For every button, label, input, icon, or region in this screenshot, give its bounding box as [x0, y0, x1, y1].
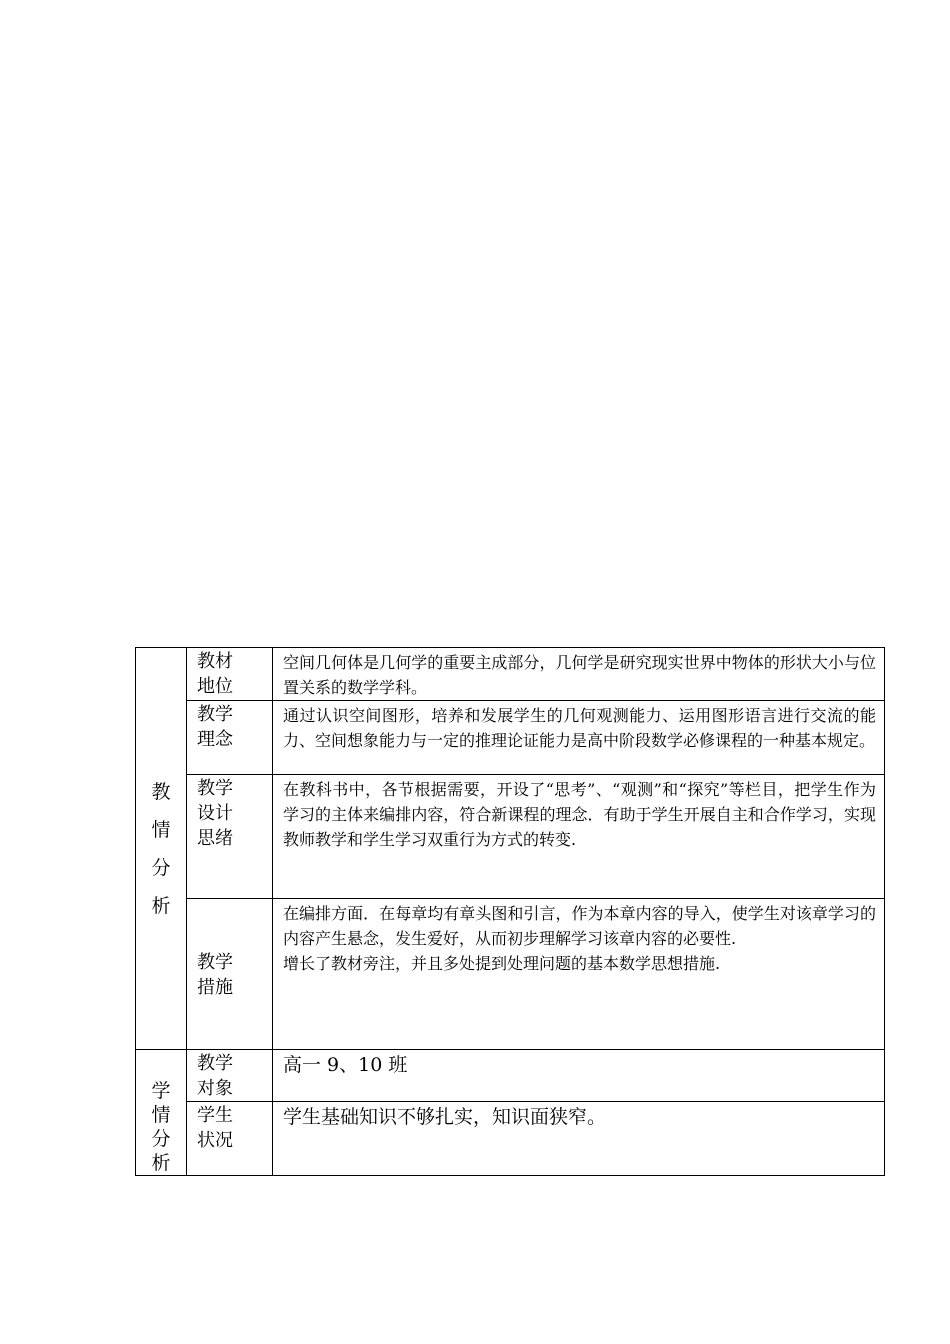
group-char: 分	[151, 1128, 171, 1150]
group-char: 教	[151, 780, 171, 803]
row-text-student-status: 学生基础知识不够扎实，知识面狭窄。	[273, 1102, 885, 1176]
table-row	[136, 1050, 885, 1102]
group-char: 学	[151, 1080, 171, 1102]
row-label-teaching-target: 教学 对象	[187, 1050, 273, 1102]
group-char: 情	[151, 1104, 171, 1126]
row-label-design-ideas: 教学 设计 思绪	[187, 775, 273, 899]
student-analysis-group-label	[136, 1050, 187, 1176]
group-char: 情	[151, 818, 171, 841]
row-label-teaching-measures: 教学 措施	[187, 899, 273, 1050]
group-char: 分	[151, 856, 171, 879]
lesson-analysis-table	[135, 647, 885, 1176]
row-text-teaching-philosophy: 通过认识空间图形，培养和发展学生的几何观测能力、运用图形语言进行交流的能力、空间想象能力与一定的推理论证能力是高中阶段数学必修课程的一种基本规定。	[273, 701, 885, 775]
row-label-teaching-philosophy: 教学 理念	[187, 701, 273, 775]
row-text-teaching-target: 高一 9、10 班	[273, 1050, 885, 1102]
group-char: 析	[151, 894, 171, 917]
row-label-student-status: 学生 状况	[187, 1102, 273, 1176]
group-char: 析	[151, 1152, 171, 1174]
row-text-design-ideas: 在教科书中，各节根据需要，开设了“思考”、“观测”和“探究”等栏目，把学生作为学习的主体来编排内容，符合新课程的理念．有助于学生开展自主和合作学习，实现教师教学和学生学习双重行为方式的转变.	[273, 775, 885, 899]
table-row	[136, 775, 885, 899]
table-row	[136, 899, 885, 1050]
row-label-textbook-position: 教材 地位	[187, 648, 273, 701]
row-text-textbook-position: 空间几何体是几何学的重要主成部分，几何学是研究现实世界中物体的形状大小与位置关系的数学学科。	[273, 648, 885, 701]
row-text-teaching-measures: 在编排方面．在每章均有章头图和引言，作为本章内容的导入，使学生对该章学习的内容产生悬念，发生爱好，从而初步理解学习该章内容的必要性. 增长了教材旁注，并且多处提到处理问题的基本数学思想措施.	[273, 899, 885, 1050]
teaching-analysis-group-label	[136, 648, 187, 1050]
table-row	[136, 701, 885, 775]
table-row	[136, 648, 885, 701]
table-row	[136, 1102, 885, 1176]
